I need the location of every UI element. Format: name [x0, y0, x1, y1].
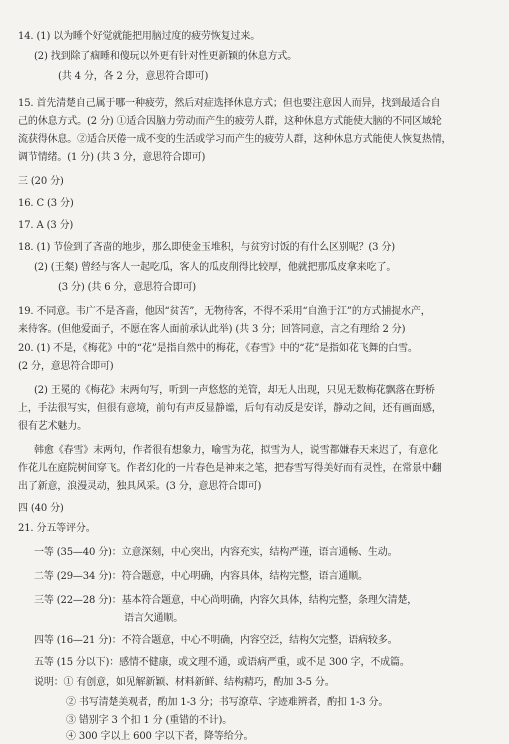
grade-two: 二等 (29—34 分)：符合题意，中心明确，内容具体，结构完整，语言通顺。 [34, 571, 368, 582]
q18-part1: 18. (1) 节俭到了吝啬的地步，那么即使金玉堆积，与贫穷讨饭的有什么区别呢？(3 分) [18, 242, 396, 253]
q14-part2: (2) 找到除了痼睡和傻玩以外更有针对性更新颖的休息方式。 [34, 51, 297, 62]
q20-part2-line4: 韩愈《春雪》末两句，作者很有想象力，喻雪为花，拟雪为人，说雪都嫌春天来迟了，有意化 [34, 445, 438, 456]
q19-line1: 19. 不同意。韦广不是吝啬，他因“贫苦”，无物待客，不得不采用“自渔于江”的方式捕捉水产， [18, 306, 431, 317]
q20-part1-scoring: (2 分，意思符合即可) [18, 361, 114, 372]
q20-part2-line3: 很有艺术魅力。 [18, 421, 87, 432]
q18-scoring: (3 分) (共 6 分，意思符合即可) [58, 282, 197, 293]
grade-five: 五等 (15 分以下)：感情不健康，或文理不通，或语病严重，或不足 300 字，不成篇。 [34, 657, 410, 668]
q14-scoring: (共 4 分，各 2 分，意思符合即可) [58, 71, 209, 82]
note-1: 说明：① 有创意，如见解新颖、材料新鲜、结构精巧，酌加 3-5 分。 [34, 677, 335, 688]
section-four-heading: 四 (40 分) [18, 503, 64, 514]
note-3: ③ 错别字 3 个扣 1 分 (重错的不计)。 [66, 715, 233, 726]
q19-line2: 来待客。(但他爱面子，不愿在客人面前承认此举) (共 3 分；回答同意，言之有理给 2 分) [18, 324, 406, 335]
q20-part1: 20. (1) 不是，《梅花》中的“花”是指自然中的梅花，《春雪》中的“花”是指如花飞舞的白雪。 [18, 343, 418, 354]
grade-three: 三等 (22—28 分)：基本符合题意，中心尚明确，内容欠具体，结构完整，条理欠清楚， [34, 595, 418, 606]
q17-answer: 17. A (3 分) [18, 220, 74, 231]
q15-line4: 调节情绪。(1 分) (共 3 分，意思符合即可) [18, 152, 206, 163]
grade-four: 四等 (16—21 分)：不符合题意，中心不明确，内容空泛，结构欠完整，语病较多。 [34, 635, 398, 646]
section-three-heading: 三 (20 分) [18, 176, 64, 187]
q20-part2-line6: 出了新意，浪漫灵动，独具风采。(3 分，意思符合即可) [18, 481, 262, 492]
q18-part2: (2) (王粲) 曾经与客人一起吃瓜，客人的瓜皮削得比较厚，他就把那瓜皮拿来吃了。 [34, 262, 397, 273]
q14-part1: 14. (1) 以为睡个好觉就能把用脑过度的疲劳恢复过来。 [18, 31, 261, 42]
grade-three-cont: 语言欠通顺。 [124, 613, 184, 624]
grade-one: 一等 (35—40 分)：立意深刻，中心突出，内容充实，结构严谨，语言通畅、生动。 [34, 547, 398, 558]
q15-line1: 15. 首先清楚自己属于哪一种疲劳，然后对症选择休息方式；但也要注意因人而异，找到最适合自 [18, 98, 441, 109]
q15-line2: 己的休息方式。(2 分) ①适合因脑力劳动而产生的疲劳人群，这种休息方式能使大脑的不同区域轮 [18, 116, 442, 127]
q20-part2-line1: (2) 王冕的《梅花》末两句写，听到一声悠悠的羌管，却无人出现，只见无数梅花飘落在野桥 [34, 385, 435, 396]
q20-part2-line5: 作花儿在庭院树间穿飞。作者幻化的一片春色是神来之笔，把春雪写得美好而有灵性，在常景中翻 [18, 463, 442, 474]
q15-line3: 流获得休息。②适合厌倦一成不变的生活或学习而产生的疲劳人群，这种休息方式能使人恢复热情， [18, 134, 452, 145]
q20-part2-line2: 上，手法很写实，但很有意境，前句有声反显静谧，后句有动反是安详，静动之间，还有画面感， [18, 403, 442, 414]
q16-answer: 16. C (3 分) [18, 198, 74, 209]
note-2: ② 书写清楚美观者，酌加 1-3 分；书写潦草、字迹难辨者，酌扣 1-3 分。 [66, 697, 389, 708]
note-4: ④ 300 字以上 600 字以下者，降等给分。 [66, 731, 254, 742]
q21-heading: 21. 分五等评分。 [18, 523, 96, 534]
